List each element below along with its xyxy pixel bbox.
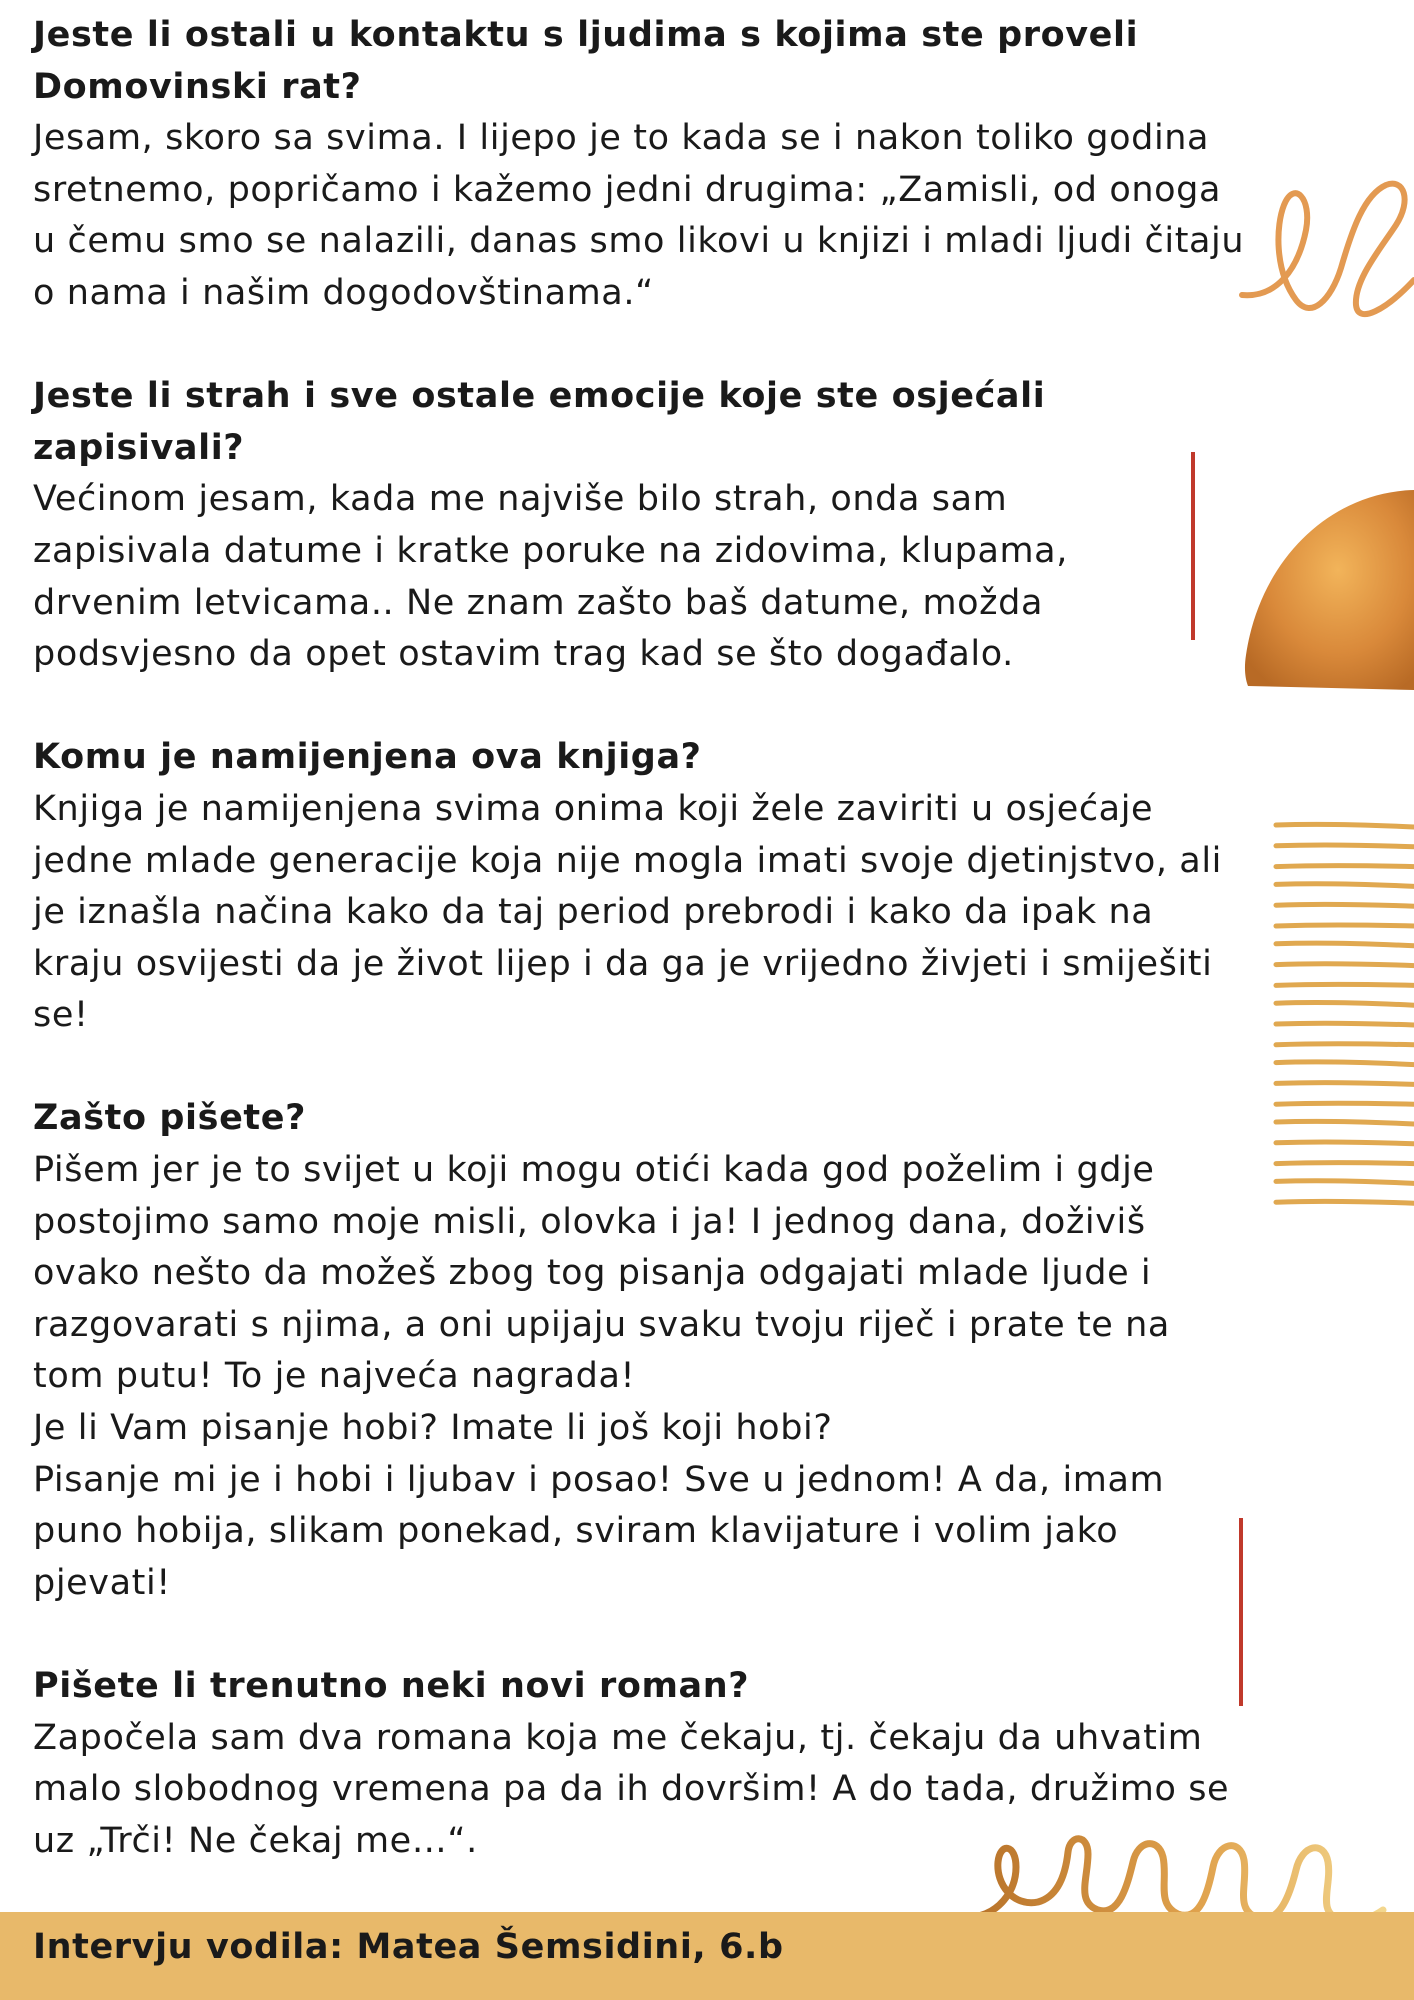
answer-1: Jesam, skoro sa svima. I lijepo je to kada se i nakon toliko godina sretnemo, popričamo i kažemo jedni drugima: „Zamisli, od onoga u čemu smo se nalazili, danas smo likovi u knjizi i mladi ljudi čitaju o nama i našim dogodovštinama.“	[33, 118, 1245, 313]
stripe-line	[1276, 1181, 1414, 1184]
stripe-line	[1276, 824, 1414, 827]
stripe-line	[1276, 1062, 1414, 1065]
orange-swirl-decoration	[1236, 160, 1414, 330]
stripe-line	[1276, 1083, 1414, 1085]
interview-text	[33, 10, 1253, 1867]
stripe-line	[1276, 866, 1414, 867]
stripe-line	[1276, 1103, 1414, 1104]
stripe-line	[1276, 845, 1414, 847]
stripe-line	[1276, 925, 1414, 926]
stripe-line	[1276, 904, 1414, 906]
stripe-line	[1276, 1044, 1414, 1045]
stripe-line	[1276, 1003, 1414, 1006]
stripe-line	[1276, 984, 1414, 985]
question-2: Jeste li strah i sve ostale emocije koje ste osjećali zapisivali?	[33, 376, 1046, 468]
answer-5: Pisanje mi je i hobi i ljubav i posao! Sve u jednom! A da, imam puno hobija, slikam ponekad, sviram klavijature i volim jako pjevati!	[33, 1459, 1165, 1603]
stripe-line	[1276, 1023, 1414, 1025]
answer-3: Knjiga je namijenjena svima onima koji žele zaviriti u osjećaje jedne mlade generacije koja nije mogla imati svoje djetinjstvo, ali je iznašla načina kako da taj period prebrodi i kako da ipak na kraju osvijesti da je život lijep i da ga je vrijedno živjeti i smiješiti se!	[33, 788, 1222, 1036]
answer-4: Pišem jer je to svijet u koji mogu otići kada god poželim i gdje postojimo samo moje misli, olovka i ja! I jednog dana, doživiš ovako nešto da možeš zbog tog pisanja odgajati mlade ljude i razgovarati s njima, a oni upijaju svaku tvoju riječ i prate te na tom putu! To je najveća nagrada!	[33, 1150, 1170, 1397]
stripe-line	[1276, 1163, 1414, 1164]
stripe-line	[1276, 884, 1414, 887]
question-6: Pišete li trenutno neki novi roman?	[33, 1666, 750, 1706]
interviewer-credit: Intervju vodila: Matea Šemsidini, 6.b	[33, 1927, 784, 1967]
stripe-line	[1276, 1201, 1414, 1203]
question-3: Komu je namijenjena ova knjiga?	[33, 737, 702, 778]
question-4: Zašto pišete?	[33, 1098, 306, 1139]
stripe-line	[1276, 1121, 1414, 1124]
question-1: Jeste li ostali u kontaktu s ljudima s kojima ste proveli Domovinski rat?	[33, 15, 1139, 107]
gold-stripes-decoration	[1272, 820, 1414, 1215]
stripe-line	[1276, 943, 1414, 946]
answer-2: Većinom jesam, kada me najviše bilo strah, onda sam zapisivala datume i kratke poruke na zidovima, klupama, drvenim letvicama.. Ne znam zašto baš datume, možda podsvjesno da opet ostavim trag kad se što događalo.	[33, 479, 1068, 675]
stripe-line	[1276, 964, 1414, 966]
stripe-line	[1276, 1142, 1414, 1144]
question-5-inline: Je li Vam pisanje hobi? Imate li još koji hobi?	[33, 1408, 833, 1449]
gold-half-circle	[1240, 490, 1414, 690]
answer-6: Započela sam dva romana koja me čekaju, tj. čekaju da uhvatim malo slobodnog vremena pa da ih dovršim! A do tada, družimo se uz „Trči! Ne čekaj me…“.	[33, 1717, 1230, 1861]
